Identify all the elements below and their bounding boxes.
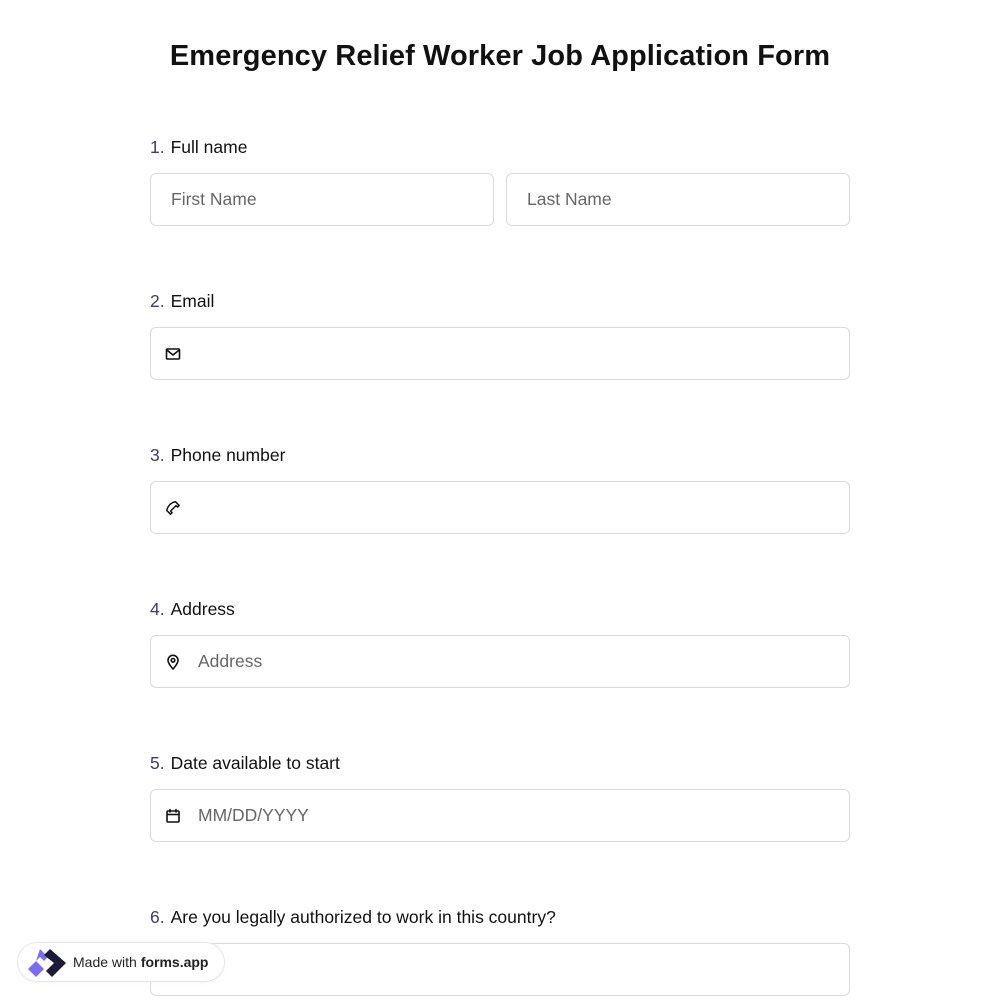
last-name-placeholder: Last Name [527, 189, 612, 209]
badge-prefix: Made with [73, 954, 137, 970]
question-number: 3. [150, 445, 165, 465]
phone-input[interactable] [150, 481, 850, 534]
forms-app-logo-icon [27, 946, 67, 978]
question-label [150, 751, 850, 775]
question-email [150, 289, 850, 380]
question-text: Full name [170, 137, 248, 157]
location-pin-icon [165, 654, 181, 670]
question-text: Are you legally authorized to work in this country? [170, 907, 556, 927]
question-work-authorization [150, 905, 850, 996]
badge-brand: forms.app [140, 954, 209, 970]
question-text: Address [170, 599, 235, 619]
question-number: 1. [150, 137, 165, 157]
form-title: Emergency Relief Worker Job Application Form [169, 40, 831, 72]
calendar-icon [165, 808, 181, 824]
last-name-input[interactable] [506, 173, 850, 226]
question-label [150, 905, 850, 929]
first-name-placeholder: First Name [171, 189, 257, 209]
question-number: 2. [150, 291, 165, 311]
phone-icon [165, 500, 181, 516]
work-authorization-input[interactable] [150, 943, 850, 996]
question-start-date [150, 751, 850, 842]
first-name-input[interactable] [150, 173, 494, 226]
question-phone [150, 443, 850, 534]
question-number: 4. [150, 599, 165, 619]
made-with-forms-app-badge[interactable] [17, 942, 225, 982]
question-label [150, 597, 850, 621]
email-icon [165, 346, 181, 362]
question-number: 6. [150, 907, 165, 927]
question-full-name [150, 135, 850, 226]
question-label [150, 443, 850, 467]
address-placeholder: Address [198, 651, 263, 671]
question-text: Date available to start [170, 753, 340, 773]
question-label [150, 135, 850, 159]
question-text: Email [170, 291, 215, 311]
email-input[interactable] [150, 327, 850, 380]
date-input[interactable] [150, 789, 850, 842]
date-placeholder: MM/DD/YYYY [198, 805, 309, 825]
question-number: 5. [150, 753, 165, 773]
question-text: Phone number [170, 445, 286, 465]
question-label [150, 289, 850, 313]
question-address [150, 597, 850, 688]
address-input[interactable] [150, 635, 850, 688]
